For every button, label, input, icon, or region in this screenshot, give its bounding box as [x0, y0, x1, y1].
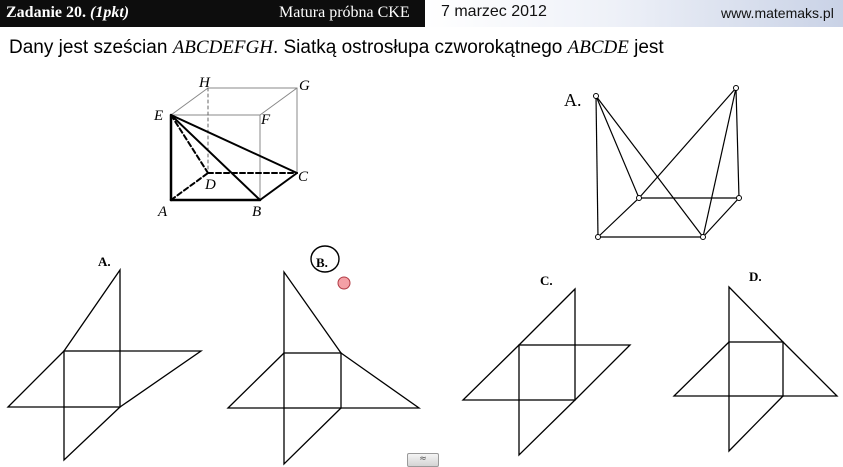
option-b-label[interactable]: B.: [316, 255, 328, 270]
cube-label-G: G: [299, 78, 310, 94]
exam-name: Matura próbna CKE: [279, 4, 410, 21]
cube-label-B: B: [252, 204, 262, 220]
option-d-label: D.: [749, 269, 762, 284]
cube-figure: [171, 88, 297, 200]
cube-label-E: E: [154, 108, 164, 124]
cursor-marker: [338, 277, 350, 289]
option-c-net[interactable]: [463, 289, 630, 455]
cube-label-D: D: [205, 177, 216, 193]
site-url[interactable]: www.matemaks.pl: [721, 5, 834, 21]
option-b-net[interactable]: [228, 272, 419, 464]
figure-A-3d: [596, 88, 739, 237]
exam-date: 7 marzec 2012: [441, 3, 547, 20]
cube-label-A: A: [158, 204, 168, 220]
cube-label-C: C: [298, 169, 309, 185]
option-c-label: C.: [540, 273, 553, 288]
option-a-label: A.: [98, 254, 111, 269]
chevron-up-icon[interactable]: ≈: [407, 453, 439, 467]
question-text: Dany jest sześcian ABCDEFGH. Siatką ostrosłupa czworokątnego ABCDE jest: [9, 37, 664, 58]
task-title: Zadanie 20. (1pkt): [6, 4, 130, 21]
cube-label-F: F: [261, 112, 271, 128]
option-a-net[interactable]: [8, 270, 201, 460]
figure-A-label: A.: [564, 90, 582, 110]
option-d-net[interactable]: [674, 287, 837, 451]
cube-label-H: H: [199, 75, 210, 91]
